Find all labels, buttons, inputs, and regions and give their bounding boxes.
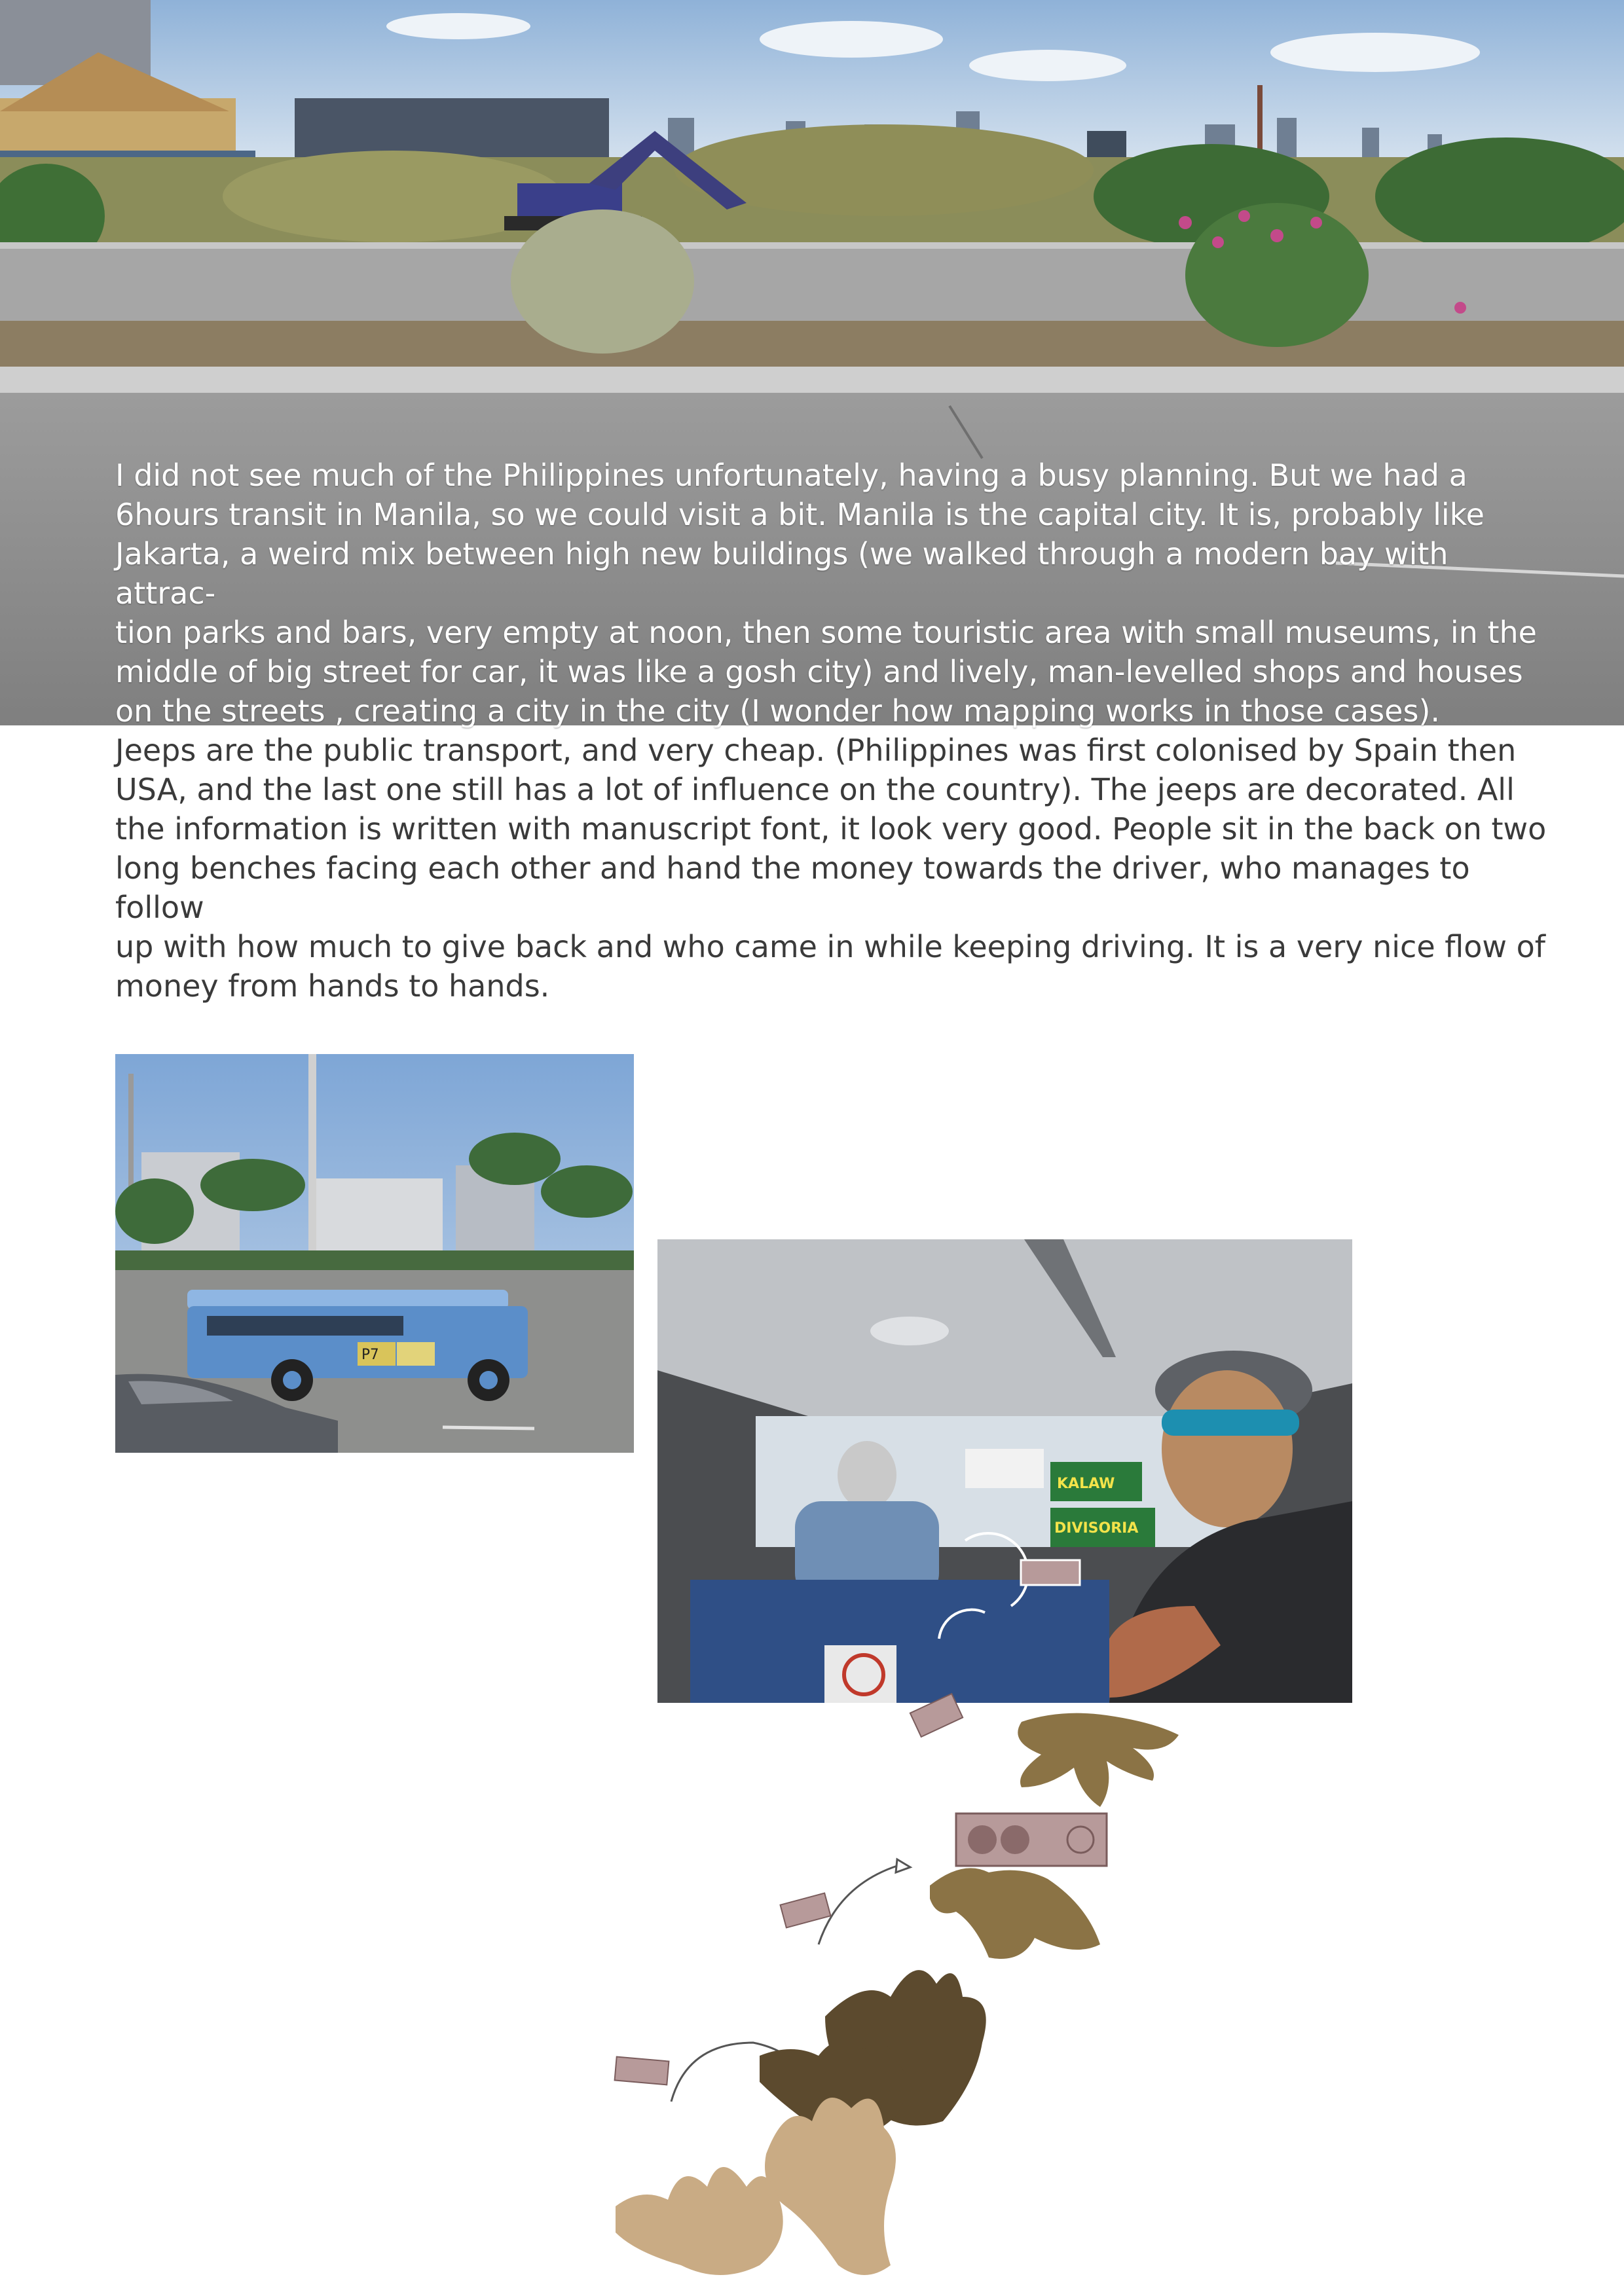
hand-light-1: [765, 2098, 896, 2275]
hand-light-2: [616, 2167, 783, 2275]
intro-paragraph: I did not see much of the Philippines unfortunately, having a busy planning. But we had a 6hours transit in Manila, so we could visit a bit. Manila is the capital city. It is, probably like Jakarta, a weird mix between high new buildings (we walked through a modern bay with attrac- tion parks and bars, very empty at noon, then some touristic area with small museums, in the middle of big street for car, it was like a gosh city) and lively, man-levelled shops and houses on the streets , creating a city in the city (I wonder how mapping works in those cases).: [115, 458, 1537, 729]
jeepney-street-photo: [115, 1054, 634, 1453]
banknote-small-1: [910, 1694, 963, 1737]
hands-money-illustration: [589, 1676, 1244, 2291]
hand-top-right: [1018, 1713, 1179, 1807]
jeep-plate: P7: [361, 1347, 379, 1363]
sign-divisoria: DIVISORIA: [1054, 1520, 1139, 1537]
jeepney-illustration: [115, 1054, 634, 1453]
hand-middle: [930, 1868, 1100, 1959]
jeepney-interior-photo: [657, 1239, 1352, 1703]
banknote-small-2: [781, 1893, 831, 1928]
sign-kalaw: KALAW: [1057, 1476, 1115, 1492]
jeeps-paragraph: Jeeps are the public transport, and very cheap. (Philippines was first colonised by Spain then USA, and the last one still has a lot of influence on the country). The jeeps are decorated. All the information is written with manuscript font, it look very good. People sit in the back on two long benches facing each other and hand the money towards the driver, who manages to follow up with how much to give back and who came in while keeping driving. It is a very nice flow of money from hands to hands.: [115, 733, 1547, 1004]
banknote-small-3: [615, 2057, 669, 2085]
interior-illustration: [657, 1239, 1352, 1703]
banknote-large: [956, 1813, 1107, 1866]
